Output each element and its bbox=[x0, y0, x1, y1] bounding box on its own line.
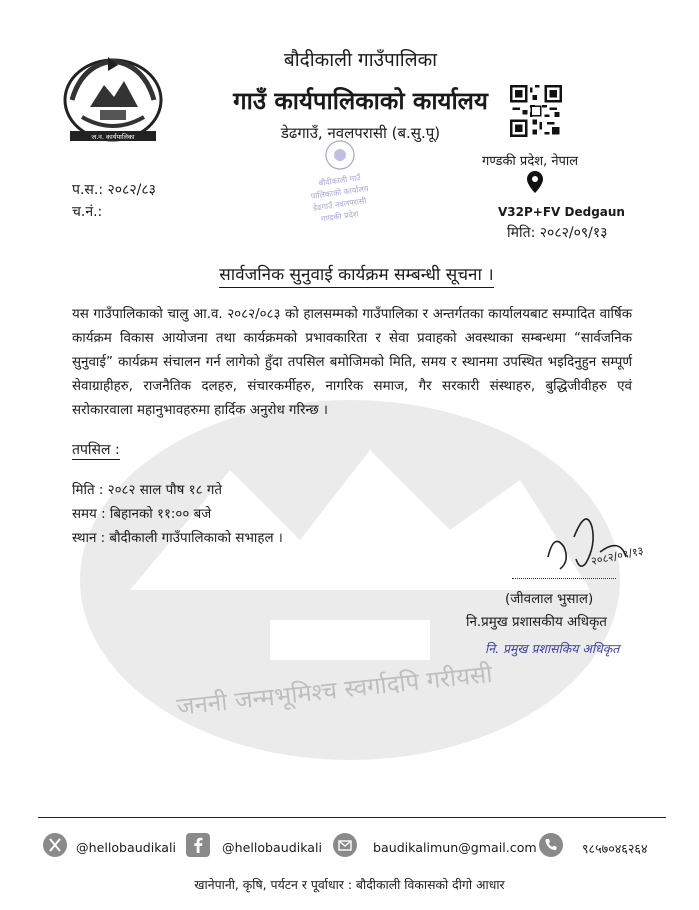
facebook-icon[interactable] bbox=[186, 833, 210, 857]
stamp-line-2: पालिकाको कार्यालय bbox=[310, 184, 370, 202]
details-heading: तपसिल : bbox=[72, 442, 120, 458]
notice-body: यस गाउँपालिकाको चालु आ.व. २०८२/०८३ को हालसम्मको गाउँपालिका र अन्तर्गतका कार्यालयबाट सम्पादित वार्षिक कार्यक्रम विकास आयोजना तथा कार्यक्रमको प्रभावकारिता र सेवा प्रवाहको अवस्थाका सम्बन्धमा “सार्वजनिक सुनुवाई” कार्यक्रम संचालन गर्न लागेको हुँदा तपसिल बमोजिमको मिति, समय र स्थानमा उपस्थित भइदिनुहुन सम्पूर्ण सेवाग्राहीहरु, राजनैतिक दलहरु, संचारकर्मीहरु, नागरिक समाज, गैर सरकारी संस्थाहरु, बुद्धिजीवीहरु एवं सरोकारवाला महानुभावहरुमा हार्दिक अनुरोध गरिन्छ । bbox=[72, 307, 632, 418]
signature-line bbox=[512, 578, 616, 579]
event-time: समय : बिहानको ११:०० बजे bbox=[72, 507, 212, 522]
footer-divider bbox=[38, 817, 666, 818]
event-venue: स्थान : बौदीकाली गाउँपालिकाको सभाहल । bbox=[72, 531, 283, 546]
phone-icon[interactable] bbox=[539, 833, 563, 857]
phone-number[interactable]: ९८५७०४६२६४ bbox=[582, 841, 648, 856]
twitter-handle[interactable]: @hellobaudikali bbox=[76, 840, 176, 855]
municipality-name: बौदीकाली गाउँपालिका bbox=[283, 49, 438, 71]
office-address: डेढगाउँ, नवलपरासी (ब.सु.पू) bbox=[280, 124, 441, 142]
stamp-line-3: डेढगाउँ नवलपरासी bbox=[312, 196, 368, 213]
reference-number: प.स.: २०८२/८३ bbox=[72, 182, 156, 198]
signatory-designation: नि.प्रमुख प्रशासकीय अधिकृत bbox=[466, 615, 607, 630]
footer-tagline: खानेपानी, कृषि, पर्यटन र पूर्वाधार : बौदीकाली विकासको दीगो आधार bbox=[194, 877, 505, 892]
twitter-x-icon[interactable] bbox=[43, 833, 67, 857]
province-label: गण्डकी प्रदेश, नेपाल bbox=[482, 154, 579, 169]
event-date: मिति : २०८२ साल पौष १८ गते bbox=[72, 483, 222, 498]
signatory-name: (जीवलाल भुसाल) bbox=[505, 592, 594, 607]
notice-title: सार्वजनिक सुनुवाई कार्यक्रम सम्बन्धी सूचना । bbox=[0, 262, 699, 285]
location-pin-icon[interactable] bbox=[527, 171, 543, 193]
facebook-handle[interactable]: @hellobaudikali bbox=[222, 840, 322, 855]
signature-date: २०८२/०९/१३ bbox=[589, 544, 645, 568]
office-stamp-icon bbox=[292, 135, 388, 235]
letter-date: मिति: २०८२/०९/१३ bbox=[507, 225, 608, 241]
office-name: गाउँ कार्यपालिकाको कार्यालय bbox=[233, 87, 488, 115]
emblem-caption: ज.न. कार्यपालिका bbox=[91, 133, 135, 141]
email-icon[interactable] bbox=[333, 833, 357, 857]
stamp-line-4: गण्डकी प्रदेश bbox=[320, 209, 359, 224]
designation-stamp: नि. प्रमुख प्रशासकिय अधिकृत bbox=[485, 641, 620, 656]
dispatch-number: च.नं.: bbox=[72, 204, 103, 220]
email-address[interactable]: baudikalimun@gmail.com bbox=[373, 840, 537, 855]
plus-code: V32P+FV Dedgaun bbox=[498, 205, 625, 219]
watermark-motto: जननी जन्मभूमिश्च स्वर्गादपि गरीयसी bbox=[175, 659, 494, 721]
stamp-line-1: बौदीकाली गाउँ bbox=[318, 173, 362, 188]
